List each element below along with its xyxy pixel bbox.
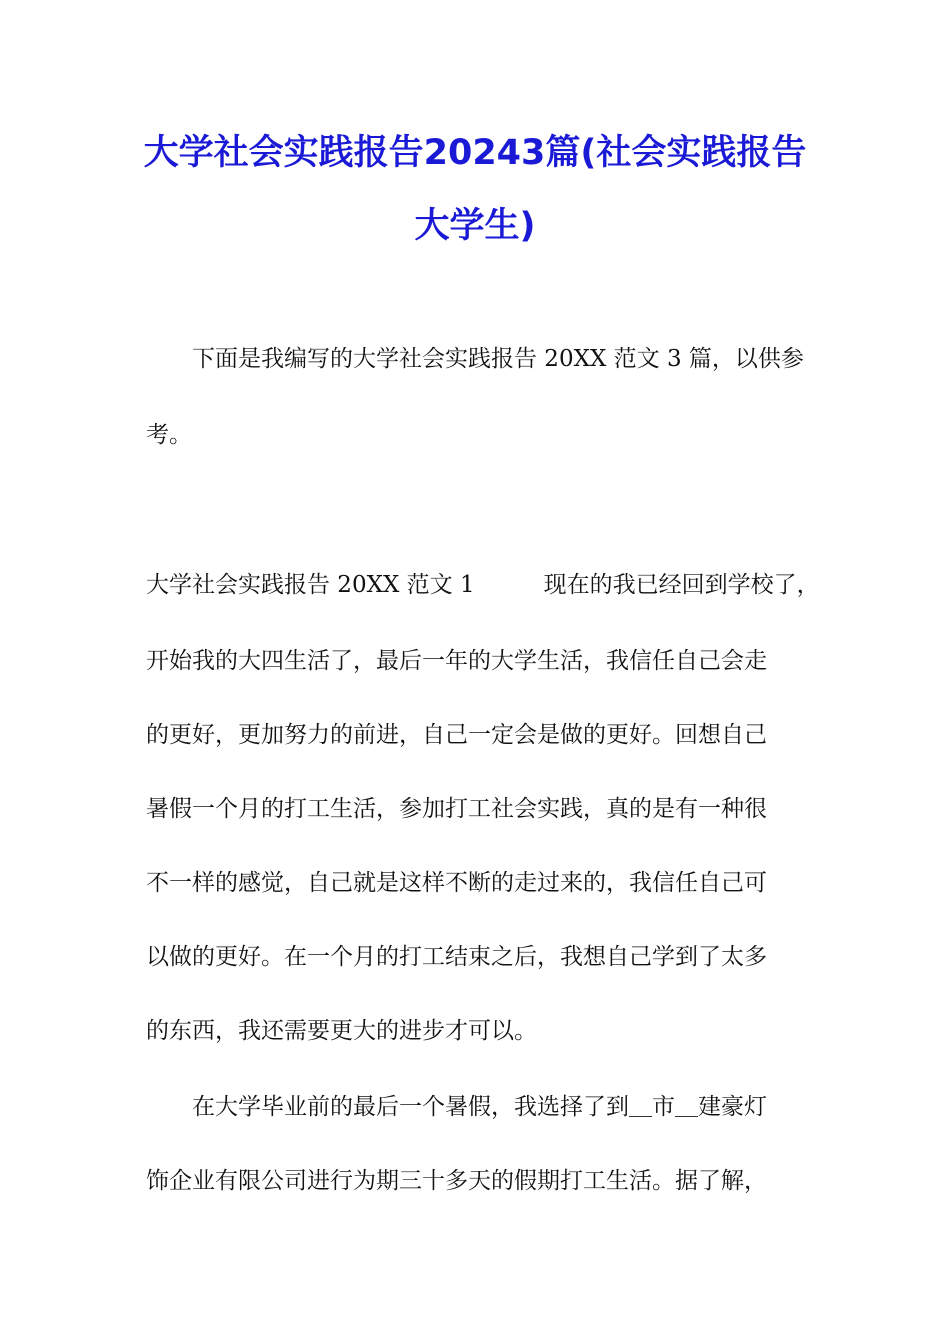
- body-line-10: 在大学毕业前的最后一个暑假，我选择了到＿市＿建豪灯: [146, 1094, 767, 1120]
- document-title-line-1: 大学社会实践报告20243篇(社会实践报告: [143, 133, 807, 173]
- body-line-6: 暑假一个月的打工生活，参加打工社会实践，真的是有一种很: [146, 796, 767, 822]
- body-line-1: 下面是我编写的大学社会实践报告 20XX 范文 3 篇，以供参: [146, 346, 804, 372]
- document-title-line-2: 大学生): [414, 206, 536, 246]
- body-line-4: 开始我的大四生活了，最后一年的大学生活，我信任自己会走: [146, 648, 767, 674]
- body-line-3: 大学社会实践报告 20XX 范文 1 现在的我已经回到学校了，: [146, 572, 820, 598]
- body-line-5: 的更好，更加努力的前进，自己一定会是做的更好。回想自己: [146, 722, 767, 748]
- body-line-9: 的东西，我还需要更大的进步才可以。: [146, 1018, 537, 1044]
- body-line-8: 以做的更好。在一个月的打工结束之后，我想自己学到了太多: [146, 944, 767, 970]
- body-line-11: 饰企业有限公司进行为期三十多天的假期打工生活。据了解，: [146, 1168, 767, 1194]
- body-line-2: 考。: [146, 422, 192, 448]
- body-line-7: 不一样的感觉，自己就是这样不断的走过来的，我信任自己可: [146, 870, 767, 896]
